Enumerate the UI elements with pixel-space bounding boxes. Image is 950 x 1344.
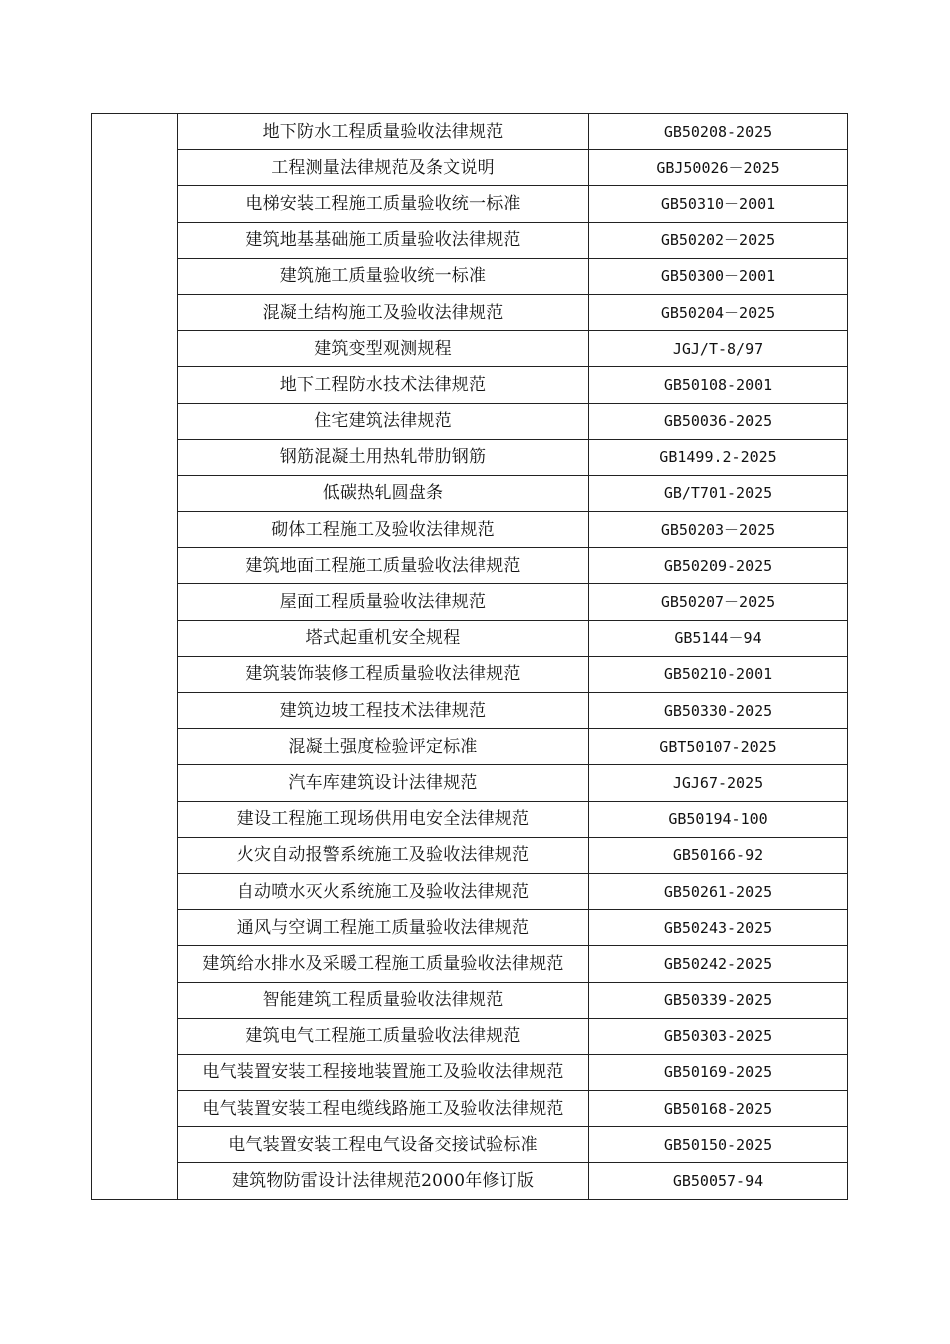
standard-name-cell: 建筑给水排水及采暖工程施工质量验收法律规范: [178, 946, 589, 982]
table-row: [92, 114, 848, 150]
table-row: [92, 656, 848, 692]
table-row: [92, 1163, 848, 1199]
table-row: [92, 837, 848, 873]
standard-name-cell: 建筑物防雷设计法律规范2000年修订版: [178, 1163, 589, 1199]
standard-code-cell: GB50168-2025: [589, 1091, 848, 1127]
standard-name-cell: 建筑地面工程施工质量验收法律规范: [178, 548, 589, 584]
standard-name-cell: 建筑装饰装修工程质量验收法律规范: [178, 656, 589, 692]
table-row: [92, 512, 848, 548]
standard-name-cell: 电气装置安装工程电气设备交接试验标准: [178, 1127, 589, 1163]
standard-code-cell: GB50108-2001: [589, 367, 848, 403]
standard-name-cell: 电气装置安装工程接地装置施工及验收法律规范: [178, 1054, 589, 1090]
standard-name-cell: 自动喷水灭火系统施工及验收法律规范: [178, 873, 589, 909]
table-row: [92, 331, 848, 367]
table-row: [92, 222, 848, 258]
standard-name-cell: 工程测量法律规范及条文说明: [178, 150, 589, 186]
table-row: [92, 765, 848, 801]
standard-name-cell: 建筑地基基础施工质量验收法律规范: [178, 222, 589, 258]
standard-name-cell: 混凝土结构施工及验收法律规范: [178, 294, 589, 330]
standard-code-cell: GB50204－2025: [589, 294, 848, 330]
standard-code-cell: GB50169-2025: [589, 1054, 848, 1090]
table-row: [92, 475, 848, 511]
standard-code-cell: GB50057-94: [589, 1163, 848, 1199]
standard-code-cell: GB50242-2025: [589, 946, 848, 982]
standard-name-cell: 通风与空调工程施工质量验收法律规范: [178, 910, 589, 946]
standard-name-cell: 电气装置安装工程电缆线路施工及验收法律规范: [178, 1091, 589, 1127]
standard-code-cell: GB50339-2025: [589, 982, 848, 1018]
standard-name-cell: 火灾自动报警系统施工及验收法律规范: [178, 837, 589, 873]
standard-code-cell: GB50209-2025: [589, 548, 848, 584]
standards-table-body: [92, 114, 848, 1200]
standard-code-cell: GB5144－94: [589, 620, 848, 656]
standard-code-cell: GB1499.2-2025: [589, 439, 848, 475]
standard-name-cell: 汽车库建筑设计法律规范: [178, 765, 589, 801]
table-row: [92, 620, 848, 656]
standard-name-cell: 地下防水工程质量验收法律规范: [178, 114, 589, 150]
standard-name-cell: 建筑电气工程施工质量验收法律规范: [178, 1018, 589, 1054]
table-row: [92, 1054, 848, 1090]
standard-name-cell: 智能建筑工程质量验收法律规范: [178, 982, 589, 1018]
standard-name-cell: 屋面工程质量验收法律规范: [178, 584, 589, 620]
table-row: [92, 1127, 848, 1163]
standard-code-cell: GB50203－2025: [589, 512, 848, 548]
table-row: [92, 873, 848, 909]
standard-name-cell: 地下工程防水技术法律规范: [178, 367, 589, 403]
table-row: [92, 801, 848, 837]
standard-code-cell: JGJ67-2025: [589, 765, 848, 801]
standard-code-cell: GB50166-92: [589, 837, 848, 873]
standard-code-cell: GB50036-2025: [589, 403, 848, 439]
standard-name-cell: 低碳热轧圆盘条: [178, 475, 589, 511]
standard-name-cell: 钢筋混凝土用热轧带肋钢筋: [178, 439, 589, 475]
table-row: [92, 439, 848, 475]
table-row: [92, 367, 848, 403]
standard-code-cell: GB50261-2025: [589, 873, 848, 909]
standard-code-cell: GBT50107-2025: [589, 729, 848, 765]
table-row: [92, 403, 848, 439]
standard-code-cell: GB50207－2025: [589, 584, 848, 620]
standard-code-cell: GB50150-2025: [589, 1127, 848, 1163]
standards-table: [91, 113, 848, 1200]
standard-code-cell: GB50202－2025: [589, 222, 848, 258]
standard-name-cell: 建筑变型观测规程: [178, 331, 589, 367]
standard-name-cell: 塔式起重机安全规程: [178, 620, 589, 656]
standard-code-cell: GB50300－2001: [589, 258, 848, 294]
standard-code-cell: GB50208-2025: [589, 114, 848, 150]
standard-code-cell: GB50310－2001: [589, 186, 848, 222]
category-cell: [92, 114, 178, 1200]
table-row: [92, 294, 848, 330]
table-row: [92, 910, 848, 946]
table-row: [92, 1018, 848, 1054]
standard-code-cell: JGJ/T-8/97: [589, 331, 848, 367]
standard-code-cell: GB50210-2001: [589, 656, 848, 692]
table-row: [92, 548, 848, 584]
standard-code-cell: GB50303-2025: [589, 1018, 848, 1054]
standard-code-cell: GB/T701-2025: [589, 475, 848, 511]
table-row: [92, 693, 848, 729]
standard-name-cell: 电梯安装工程施工质量验收统一标准: [178, 186, 589, 222]
standard-name-cell: 住宅建筑法律规范: [178, 403, 589, 439]
standard-name-cell: 建设工程施工现场供用电安全法律规范: [178, 801, 589, 837]
standard-code-cell: GB50243-2025: [589, 910, 848, 946]
standard-code-cell: GB50330-2025: [589, 693, 848, 729]
table-row: [92, 729, 848, 765]
standard-code-cell: GB50194-100: [589, 801, 848, 837]
standard-name-cell: 混凝土强度检验评定标准: [178, 729, 589, 765]
standard-name-cell: 砌体工程施工及验收法律规范: [178, 512, 589, 548]
table-row: [92, 258, 848, 294]
table-row: [92, 186, 848, 222]
table-row: [92, 584, 848, 620]
table-row: [92, 150, 848, 186]
standard-name-cell: 建筑施工质量验收统一标准: [178, 258, 589, 294]
table-row: [92, 982, 848, 1018]
standard-code-cell: GBJ50026－2025: [589, 150, 848, 186]
table-row: [92, 946, 848, 982]
standard-name-cell: 建筑边坡工程技术法律规范: [178, 693, 589, 729]
table-row: [92, 1091, 848, 1127]
